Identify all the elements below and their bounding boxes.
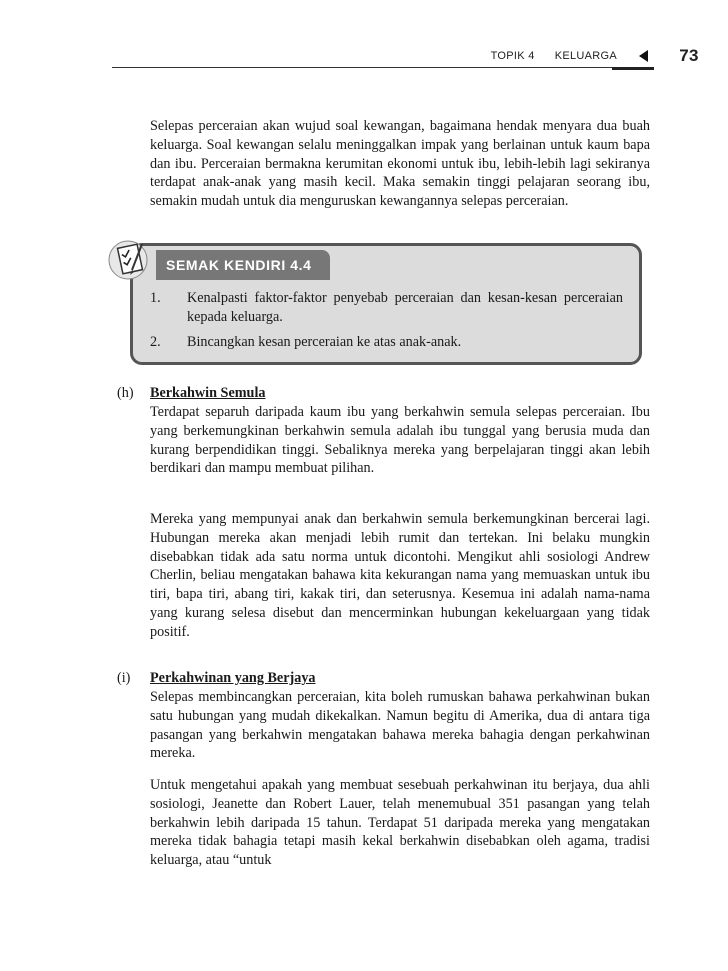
- running-header: [490, 44, 699, 68]
- header-divider-accent: [612, 67, 654, 70]
- section-i-title: Perkahwinan yang Berjaya: [150, 670, 316, 686]
- self-check-item-number: 2.: [150, 334, 161, 350]
- header-divider: [112, 67, 654, 68]
- section-h-title: Berkahwin Semula: [150, 385, 266, 401]
- section-h-paragraph-2: Mereka yang mempunyai anak dan berkahwin semula berkemungkinan bercerai lagi. Hubungan mereka akan menjadi lebih rumit dan tertekan. Ini belaku mungkin disebabkan tidak ada satu norma untuk dicontohi. Mengikut ahli sosiologi Andrew Cherlin, beliau mengatakan bahawa kita kekurangan nama yang memuaskan untuk ibu tiri, bapa tiri, abang tiri, kakak tiri, dan seterusnya. Kesemua ini adalah nama-nama yang kurang selesa disebut dan mencerminkan hubungan kekeluargaan yang tidak positif.: [150, 511, 650, 640]
- self-check-item-text: Bincangkan kesan perceraian ke atas anak-anak.: [187, 334, 462, 350]
- self-check-title: SEMAK KENDIRI 4.4: [156, 250, 330, 280]
- checklist-icon: [108, 240, 154, 280]
- header-topic: TOPIK 4: [490, 50, 535, 62]
- page-number: 73: [679, 46, 699, 65]
- self-check-item-text: Kenalpasti faktor-faktor penyebab perceraian dan kesan-kesan perceraian kepada keluarga.: [187, 290, 623, 325]
- triangle-left-icon: [639, 50, 648, 62]
- header-chapter: KELUARGA: [554, 50, 617, 62]
- section-h-label: (h): [117, 385, 134, 401]
- intro-paragraph: Selepas perceraian akan wujud soal kewangan, bagaimana hendak menyara dua buah keluarga. Soal kewangan selalu meninggalkan impak yang berlainan untuk kaum bapa dan ibu. Perceraian bermakna kerumitan ekonomi untuk ibu, lebih-lebih lagi sekiranya terdapat anak-anak yang masih kecil. Maka semakin tinggi pelajaran seorang ibu, semakin mudah untuk dia menguruskan kewangannya selepas perceraian.: [150, 118, 650, 210]
- section-i-paragraph-2: Untuk mengetahui apakah yang membuat sesebuah perkahwinan itu berjaya, dua ahli sosiologi, Jeanette dan Robert Lauer, telah menemubual 351 pasangan yang telah berkahwin lebih daripada 15 tahun. Terdapat 51 daripada mereka yang mengatakan mereka tidak bahagia tetapi masih kekal berkahwin disebabkan oleh agama, tradisi keluarga, atau “untuk: [150, 777, 650, 869]
- section-i-label: (i): [117, 670, 131, 686]
- self-check-item-number: 1.: [150, 290, 161, 306]
- section-h-paragraph-1: Terdapat separuh daripada kaum ibu yang berkahwin semula selepas perceraian. Ibu yang berkemungkinan berkahwin semula adalah ibu tunggal yang berusia muda dan kurang berpendidikan tinggi. Sebaliknya mereka yang berpelajaran tinggi akan lebih berdikari dan mampu membuat pilihan.: [150, 404, 650, 477]
- section-i-paragraph-1: Selepas membincangkan perceraian, kita boleh rumuskan bahawa perkahwinan bukan satu hubungan yang mudah dikekalkan. Namun begitu di Amerika, dua di antara tiga pasangan yang berkahwin mengatakan bahawa mereka bahagia dengan perkahwinan mereka.: [150, 689, 650, 762]
